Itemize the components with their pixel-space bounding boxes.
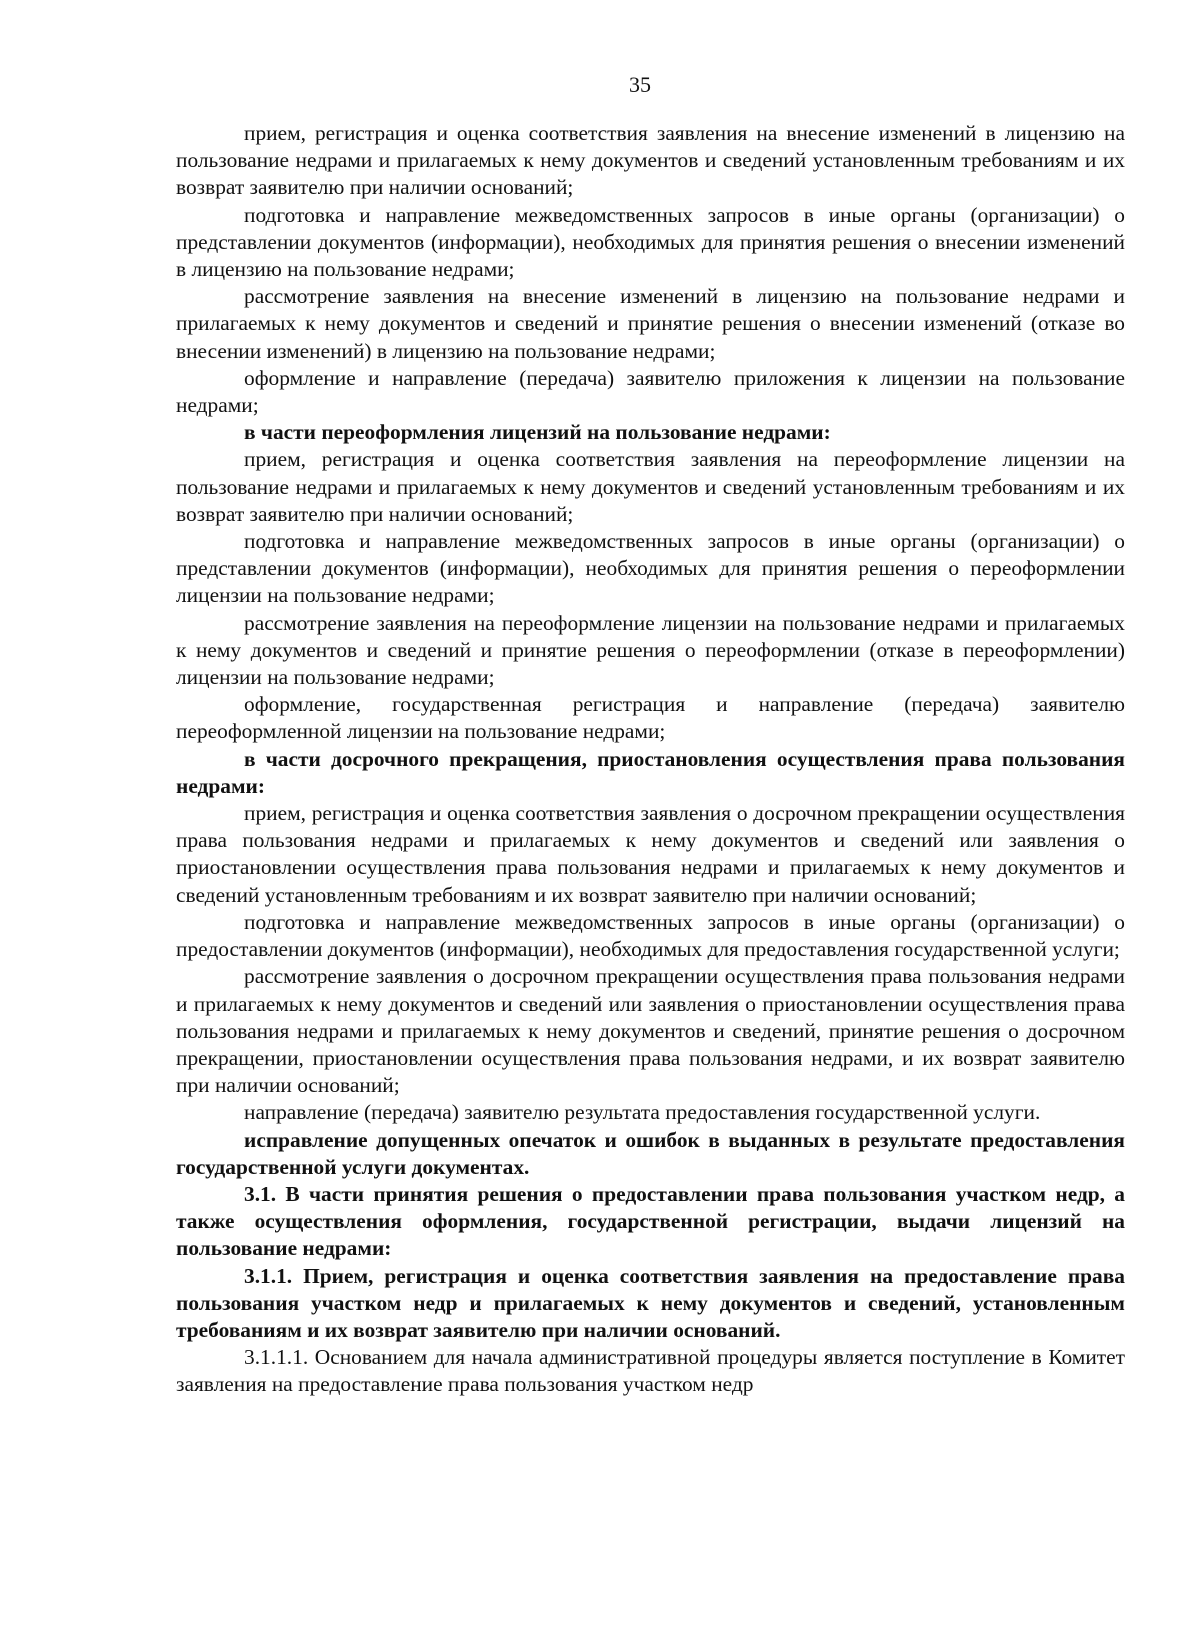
page-number: 35 [629,72,651,97]
paragraph: оформление и направление (передача) заявителю приложения к лицензии на пользование недрами; [176,365,1125,418]
paragraph: прием, регистрация и оценка соответствия заявления на внесение изменений в лицензию на пользование недрами и прилагаемых к нему документов и сведений установленным требованиям и их возврат заявителю при наличии оснований; [176,121,1125,200]
paragraph: подготовка и направление межведомственных запросов в иные органы (организации) о представлении документов (информации), необходимых для принятия решения о внесении изменений в лицензию на пользование недрами; [176,202,1125,282]
document-body [176,120,1125,1399]
paragraph: рассмотрение заявления на переоформление лицензии на пользование недрами и прилагаемых к нему документов и сведений и принятие решения о переоформлении (отказе в переоформлении) лицензии на пользование недрами; [176,610,1125,690]
section-heading: 3.1.1. Прием, регистрация и оценка соответствия заявления на предоставление права пользования участком недр и прилагаемых к нему документов и сведений, установленным требованиям и их возврат заявителю при наличии оснований. [176,1263,1125,1342]
section-heading: 3.1. В части принятия решения о предоставлении права пользования участком недр, а также осуществления оформления, государственной регистрации, выдачи лицензий на пользование недрами: [176,1181,1125,1261]
paragraph: прием, регистрация и оценка соответствия заявления о досрочном прекращении осуществления права пользования недрами и прилагаемых к нему документов и сведений или заявления о приостановлении осуществления права пользования недрами и прилагаемых к нему документов и сведений установленным требованиям и их возврат заявителю при наличии оснований; [176,801,1125,907]
paragraph: направление (передача) заявителю результата предоставления государственной услуги. [244,1100,1041,1125]
section-heading: в части досрочного прекращения, приостановления осуществления права пользования недрами: [176,746,1125,798]
paragraph: прием, регистрация и оценка соответствия заявления на переоформление лицензии на пользование недрами и прилагаемых к нему документов и сведений установленным требованиям и их возврат заявителю при наличии оснований; [176,447,1125,526]
paragraph: 3.1.1.1. Основанием для начала административной процедуры является поступление в Комитет заявления на предоставление права пользования участком недр [176,1345,1125,1397]
paragraph: подготовка и направление межведомственных запросов в иные органы (организации) о предоставлении документов (информации), необходимых для предоставления государственной услуги; [176,909,1125,962]
section-heading: в части переоформления лицензий на пользование недрами: [244,420,831,445]
paragraph: рассмотрение заявления на внесение изменений в лицензию на пользование недрами и прилагаемых к нему документов и сведений и принятие решения о внесении изменений (отказе во внесении изменений) в лицензию на пользование недрами; [176,284,1125,363]
paragraph: подготовка и направление межведомственных запросов в иные органы (организации) о представлении документов (информации), необходимых для принятия решения о переоформлении лицензии на пользование недрами; [176,529,1125,608]
paragraph: рассмотрение заявления о досрочном прекращении осуществления права пользования недрами и прилагаемых к нему документов и сведений или заявления о приостановлении осуществления права пользования недрами и прилагаемых к нему документов и сведений, принятие решения о досрочном прекращении, приостановлении осуществления права пользования недрами, и их возврат заявителю при наличии оснований; [176,964,1125,1098]
paragraph: оформление, государственная регистрация и направление (передача) заявителю переоформленной лицензии на пользование недрами; [176,692,1125,744]
section-heading: исправление допущенных опечаток и ошибок в выданных в результате предоставления государственной услуги документах. [176,1127,1125,1179]
